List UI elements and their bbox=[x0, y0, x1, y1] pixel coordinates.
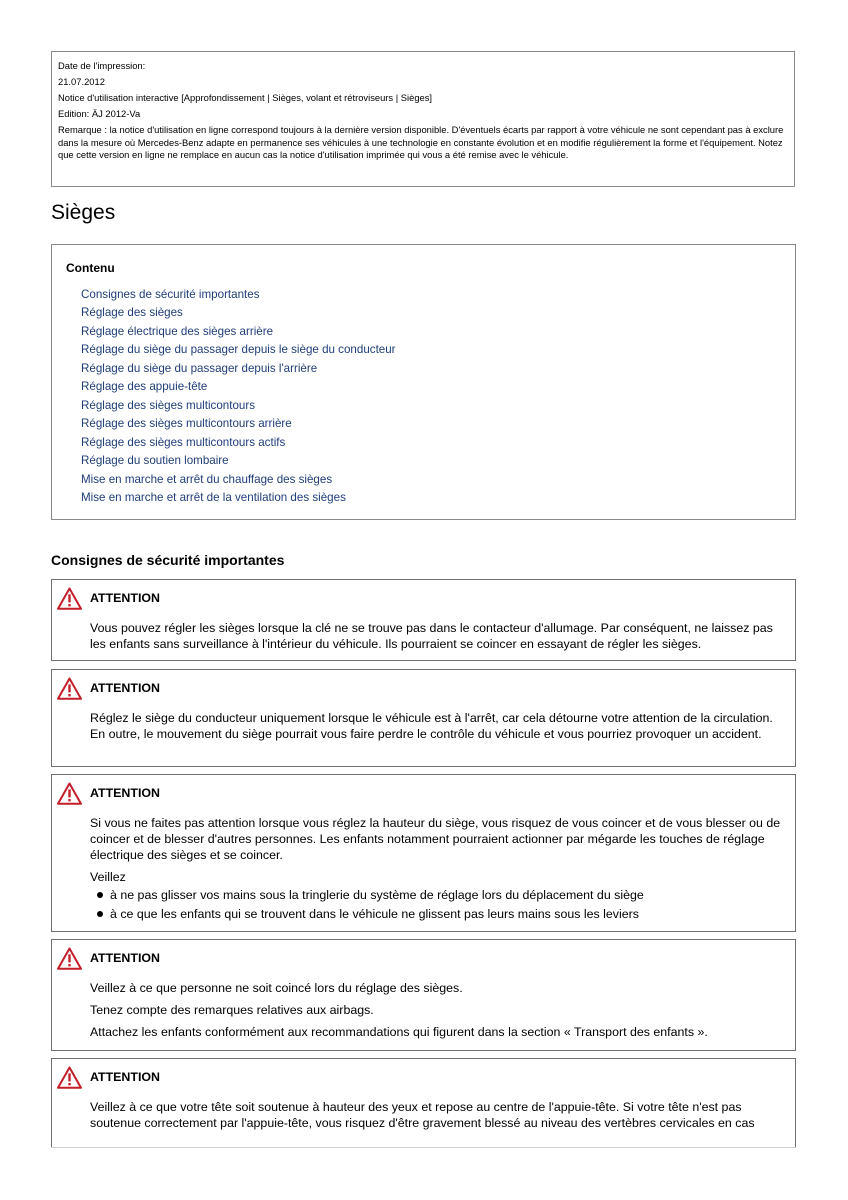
warning-text: Veillez bbox=[90, 870, 126, 885]
toc-link-multicontours[interactable]: Réglage des sièges multicontours bbox=[81, 398, 256, 412]
print-info-box bbox=[51, 51, 795, 187]
list-item: à ne pas glisser vos mains sous la tringlerie du système de réglage lors du déplacement du siège bbox=[110, 887, 781, 903]
document-title: Notice d'utilisation interactive [Approfondissement | Sièges, volant et rétroviseurs | Sièges] bbox=[58, 91, 433, 103]
warning-triangle-icon bbox=[57, 782, 82, 805]
warning-title: ATTENTION bbox=[90, 951, 160, 965]
warning-text: Attachez les enfants conformément aux recommandations qui figurent dans la section « Transport des enfants ». bbox=[90, 1025, 708, 1040]
warning-triangle-icon bbox=[57, 677, 82, 700]
toc-list bbox=[81, 286, 396, 507]
toc-link-ventilation-sieges[interactable]: Mise en marche et arrêt de la ventilation des sièges bbox=[81, 490, 346, 504]
warning-body bbox=[90, 815, 781, 925]
warning-box bbox=[51, 579, 796, 661]
warning-body bbox=[90, 710, 781, 748]
warning-text: Tenez compte des remarques relatives aux airbags. bbox=[90, 1003, 374, 1018]
warning-triangle-icon bbox=[57, 587, 82, 610]
toc-link-soutien-lombaire[interactable]: Réglage du soutien lombaire bbox=[81, 454, 229, 468]
section-heading: Consignes de sécurité importantes bbox=[51, 552, 285, 568]
toc-heading: Contenu bbox=[66, 261, 115, 275]
warning-title: ATTENTION bbox=[90, 681, 160, 695]
toc-link-multicontours-actifs[interactable]: Réglage des sièges multicontours actifs bbox=[81, 435, 286, 449]
warning-triangle-icon bbox=[57, 1066, 82, 1089]
warning-title: ATTENTION bbox=[90, 1070, 160, 1084]
print-date: 21.07.2012 bbox=[58, 75, 105, 87]
list-item: à ce que les enfants qui se trouvent dans le véhicule ne glissent pas leurs mains sous les leviers bbox=[110, 906, 781, 922]
toc-link-reglage-sieges[interactable]: Réglage des sièges bbox=[81, 306, 183, 320]
page-bottom-rule bbox=[51, 1147, 796, 1148]
edition: Edition: ÄJ 2012-Va bbox=[58, 107, 141, 119]
toc-link-passager-depuis-conducteur[interactable]: Réglage du siège du passager depuis le siège du conducteur bbox=[81, 343, 396, 357]
warning-box bbox=[51, 774, 796, 932]
warning-box bbox=[51, 669, 796, 767]
warning-title: ATTENTION bbox=[90, 786, 160, 800]
warning-text: Vous pouvez régler les sièges lorsque la clé ne se trouve pas dans le contacteur d'allumage. Par conséquent, ne laissez pas les enfants sans surveillance à l'intérieur du véhicule. Ils pourraient se coincer en essayant de régler les sièges. bbox=[90, 621, 773, 652]
toc-link-chauffage-sieges[interactable]: Mise en marche et arrêt du chauffage des sièges bbox=[81, 472, 333, 486]
table-of-contents bbox=[51, 244, 796, 520]
remark-text: Remarque : la notice d'utilisation en ligne correspond toujours à la dernière version disponible. D'éventuels écarts par rapport à votre véhicule ne sont cependant pas à exclure dans la mesure où Mercedes-Benz adapte en permanence ses véhicules à une technologie en constante évolution et en modifie régulièrement la forme et l'équipement. Notez que cette version en ligne ne remplace en aucun cas la notice d'utilisation imprimée qui vous a été remise avec le véhicule. bbox=[58, 123, 784, 161]
warning-title: ATTENTION bbox=[90, 591, 160, 605]
warning-text: Veillez à ce que personne ne soit coincé lors du réglage des sièges. bbox=[90, 981, 463, 995]
toc-link-appuie-tete[interactable]: Réglage des appuie-tête bbox=[81, 380, 208, 394]
toc-link-passager-depuis-arriere[interactable]: Réglage du siège du passager depuis l'arrière bbox=[81, 361, 318, 375]
page-title: Sièges bbox=[51, 201, 116, 224]
warning-body bbox=[90, 620, 781, 658]
warning-triangle-icon bbox=[57, 947, 82, 970]
warning-body bbox=[90, 1099, 781, 1137]
warning-box bbox=[51, 1058, 796, 1147]
warning-text: Réglez le siège du conducteur uniquement lorsque le véhicule est à l'arrêt, car cela détourne votre attention de la circulation. En outre, le mouvement du siège pourrait vous faire perdre le contrôle du véhicule et vous pourriez provoquer un accident. bbox=[90, 711, 773, 742]
toc-link-consignes-securite[interactable]: Consignes de sécurité importantes bbox=[81, 288, 260, 301]
print-date-label: Date de l'impression: bbox=[58, 60, 146, 71]
warning-box bbox=[51, 939, 796, 1051]
warning-text: Si vous ne faites pas attention lorsque vous réglez la hauteur du siège, vous risquez de vous coincer et de vous blesser ou de coincer et de blesser d'autres personnes. Les enfants notamment pourraient actionner par mégarde les touches de réglage électrique des sièges et se coincer. bbox=[90, 816, 781, 863]
bullet-list bbox=[90, 887, 781, 922]
toc-link-multicontours-arriere[interactable]: Réglage des sièges multicontours arrière bbox=[81, 417, 292, 431]
warning-text: Veillez à ce que votre tête soit soutenue à hauteur des yeux et repose au centre de l'appuie-tête. Si votre tête n'est pas soutenue correctement par l'appuie-tête, vous risquez d'être gravement blessé au niveau des vertèbres cervicales en cas bbox=[90, 1100, 755, 1131]
toc-link-reglage-electrique-arriere[interactable]: Réglage électrique des sièges arrière bbox=[81, 324, 274, 338]
warning-body bbox=[90, 980, 781, 1046]
